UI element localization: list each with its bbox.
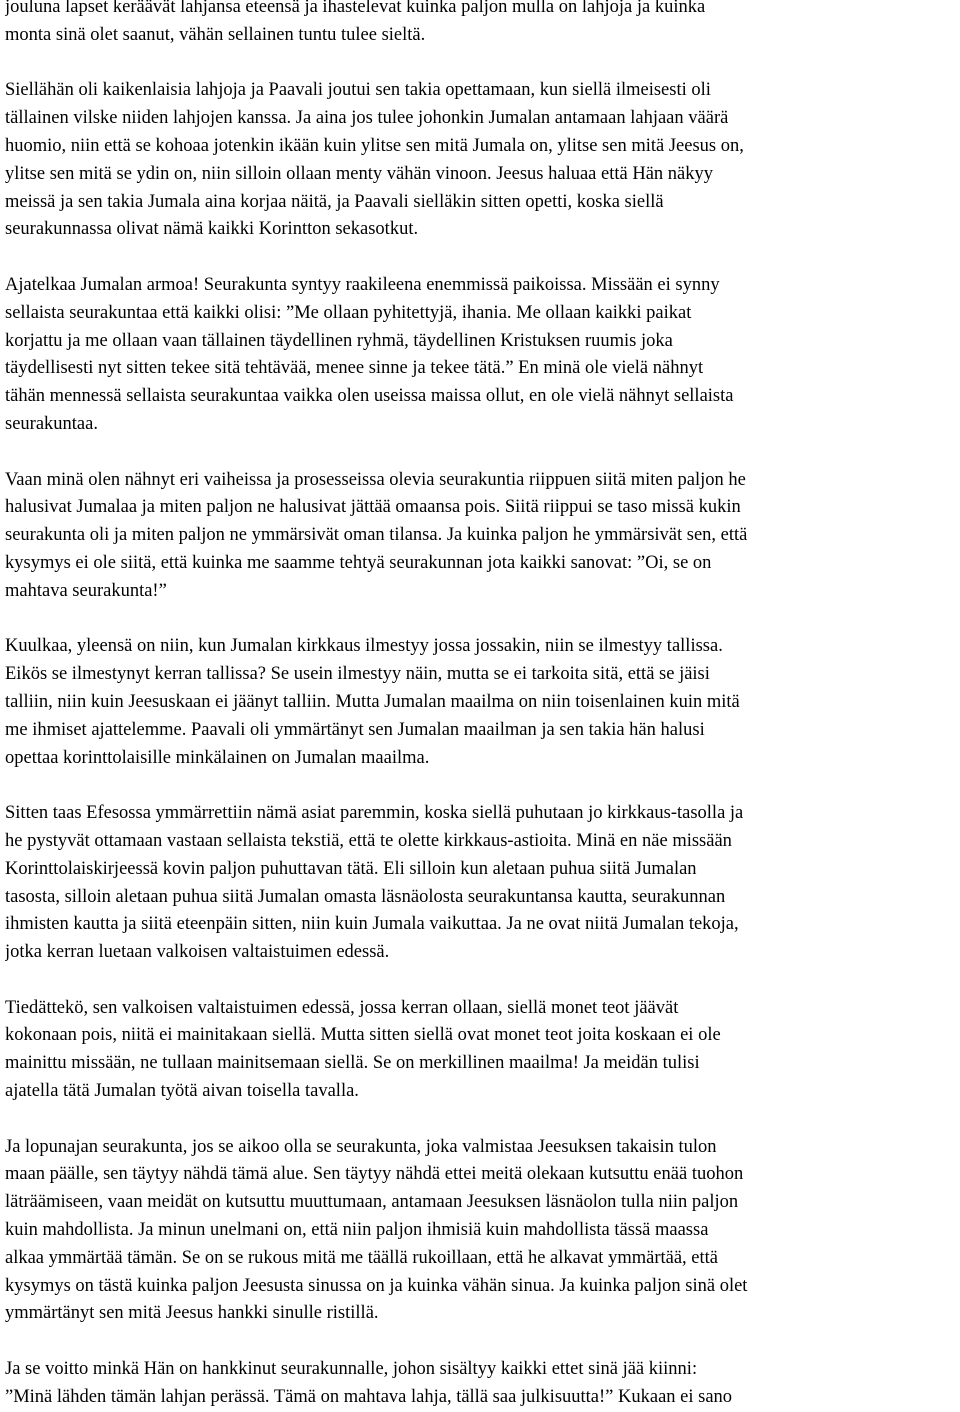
paragraph-1 xyxy=(5,0,957,50)
text-line: täydellisesti nyt sitten tekee sitä tehtävää, menee sinne ja tekee tätä.” En minä ole vielä nähnyt xyxy=(5,358,704,379)
text-line: jotka kerran luetaan valkoisen valtaistuimen edessä. xyxy=(5,942,390,963)
text-line: huomio, niin että se kohoaa jotenkin ikään kuin ylitse sen mitä Jumala on, ylitse sen mitä Jeesus on, xyxy=(5,135,744,156)
paragraph-7 xyxy=(5,995,957,1106)
text-line: läträämiseen, vaan meidät on kutsuttu muuttumaan, antamaan Jeesuksen läsnäolon tulla niin paljon xyxy=(5,1192,739,1213)
text-line: Ja se voitto minkä Hän on hankkinut seurakunnalle, johon sisältyy kaikki ettet sinä jää kiinni: xyxy=(5,1359,698,1380)
text-line: monta sinä olet saanut, vähän sellainen tuntu tulee sieltä. xyxy=(5,24,426,45)
text-line: mainittu missään, ne tullaan mainitsemaan siellä. Se on merkillinen maailma! Ja meidän tulisi xyxy=(5,1053,700,1074)
text-line: mahtava seurakunta!” xyxy=(5,580,167,601)
text-line: kokonaan pois, niitä ei mainitakaan siellä. Mutta sitten siellä ovat monet teot joita koskaan ei ole xyxy=(5,1025,721,1046)
text-line: korjattu ja me ollaan vaan tällainen täydellinen ryhmä, täydellinen Kristuksen ruumis joka xyxy=(5,330,673,351)
text-line: seurakunta oli ja miten paljon ne ymmärsivät oman tilansa. Ja kuinka paljon he ymmärsivät sen, että xyxy=(5,525,748,546)
paragraph-6 xyxy=(5,800,957,967)
text-line: Korinttolaiskirjeessä kovin paljon puhuttavan tätä. Eli silloin kun aletaan puhua siitä Jumalan xyxy=(5,858,697,879)
text-line: ”Minä lähden tämän lahjan perässä. Tämä on mahtava lahja, tällä saa julkisuutta!” Kukaan ei sano xyxy=(5,1386,733,1407)
text-line: Eikös se ilmestynyt kerran tallissa? Se usein ilmestyy näin, mutta se ei tarkoita sitä, että se jäisi xyxy=(5,664,710,685)
text-line: maan päälle, sen täytyy nähdä tämä alue. Sen täytyy nähdä ettei meitä olekaan kutsuttu enää tuohon xyxy=(5,1164,744,1185)
text-line: Siellähän oli kaikenlaisia lahjoja ja Paavali joutui sen takia opettamaan, kun siellä ilmeisesti oli xyxy=(5,80,711,101)
text-line: ymmärtänyt sen mitä Jeesus hankki sinulle ristillä. xyxy=(5,1303,379,1324)
text-line: Vaan minä olen nähnyt eri vaiheissa ja prosesseissa olevia seurakuntia riippuen siitä miten paljon he xyxy=(5,469,746,490)
text-line: halusivat Jumalaa ja miten paljon ne halusivat jättää omaansa pois. Siitä riippui se taso missä kukin xyxy=(5,497,741,518)
text-line: alkaa ymmärtää tämän. Se on se rukous mitä me täällä rukoillaan, että he alkavat ymmärtää, että xyxy=(5,1247,718,1268)
paragraph-5 xyxy=(5,633,957,772)
document-page xyxy=(5,0,957,1412)
text-line: tällainen vilske niiden lahjojen kanssa. Ja aina jos tulee johonkin Jumalan antamaan lahjaan väärä xyxy=(5,108,729,129)
text-line: seurakuntaa. xyxy=(5,413,98,434)
text-line: Tiedättekö, sen valkoisen valtaistuimen edessä, jossa kerran ollaan, siellä monet teot jäävät xyxy=(5,997,679,1018)
paragraph-3 xyxy=(5,272,957,439)
text-line: ajatella tätä Jumalan työtä aivan toisella tavalla. xyxy=(5,1081,359,1102)
paragraph-8 xyxy=(5,1134,957,1329)
text-line: seurakunnassa olivat nämä kaikki Korintton sekasotkut. xyxy=(5,219,419,240)
text-line: he pystyvät ottamaan vastaan sellaista tekstiä, että te olette kirkkaus-astioita. Minä en näe missään xyxy=(5,830,732,851)
text-line: kysymys ei ole siitä, että kuinka me saamme tehtyä seurakunnan jota kaikki sanovat: ”Oi, se on xyxy=(5,552,712,573)
text-line: ylitse sen mitä se ydin on, niin silloin ollaan menty vähän vinoon. Jeesus haluaa että Hän näkyy xyxy=(5,163,713,184)
text-line: jouluna lapset keräävät lahjansa eteensä ja ihastelevat kuinka paljon mulla on lahjoja ja kuinka xyxy=(5,0,706,17)
text-line: Sitten taas Efesossa ymmärrettiin nämä asiat paremmin, koska siellä puhutaan jo kirkkaus-tasolla ja xyxy=(5,803,744,824)
text-line: talliin, niin kuin Jeesuskaan ei jäänyt talliin. Mutta Jumalan maailma on niin toisenlainen kuin mitä xyxy=(5,691,740,712)
paragraph-9 xyxy=(5,1356,957,1412)
text-line: Ajatelkaa Jumalan armoa! Seurakunta syntyy raakileena enemmissä paikoissa. Missään ei synny xyxy=(5,274,720,295)
text-line: meissä ja sen takia Jumala aina korjaa näitä, ja Paavali sielläkin sitten opetti, koska siellä xyxy=(5,191,664,212)
paragraph-2 xyxy=(5,77,957,244)
text-line: ihmisten kautta ja siitä eteenpäin sitten, niin kuin Jumala vaikuttaa. Ja ne ovat niitä Jumalan tekoja, xyxy=(5,914,739,935)
text-line: me ihmiset ajattelemme. Paavali oli ymmärtänyt sen Jumalan maailman ja sen takia hän halusi xyxy=(5,719,705,740)
text-line: sellaista seurakuntaa että kaikki olisi: ”Me ollaan pyhitettyjä, ihania. Me ollaan kaikki paikat xyxy=(5,302,692,323)
text-line: tasosta, silloin aletaan puhua siitä Jumalan omasta läsnäolosta seurakuntansa kautta, seurakunnan xyxy=(5,886,726,907)
text-line: kysymys on tästä kuinka paljon Jeesusta sinussa on ja kuinka vähän sinua. Ja kuinka paljon sinä olet xyxy=(5,1275,748,1296)
text-line: kuin mahdollista. Ja minun unelmani on, että niin paljon ihmisiä kuin mahdollista tässä maassa xyxy=(5,1220,709,1241)
text-line: tähän mennessä sellaista seurakuntaa vaikka olen useissa maissa ollut, en ole vielä nähnyt sellaista xyxy=(5,386,734,407)
text-line: Ja lopunajan seurakunta, jos se aikoo olla se seurakunta, joka valmistaa Jeesuksen takaisin tulon xyxy=(5,1136,717,1157)
text-line: Kuulkaa, yleensä on niin, kun Jumalan kirkkaus ilmestyy jossa jossakin, niin se ilmestyy tallissa. xyxy=(5,636,723,657)
paragraph-4 xyxy=(5,467,957,606)
text-line: opettaa korinttolaisille minkälainen on Jumalan maailma. xyxy=(5,747,430,768)
